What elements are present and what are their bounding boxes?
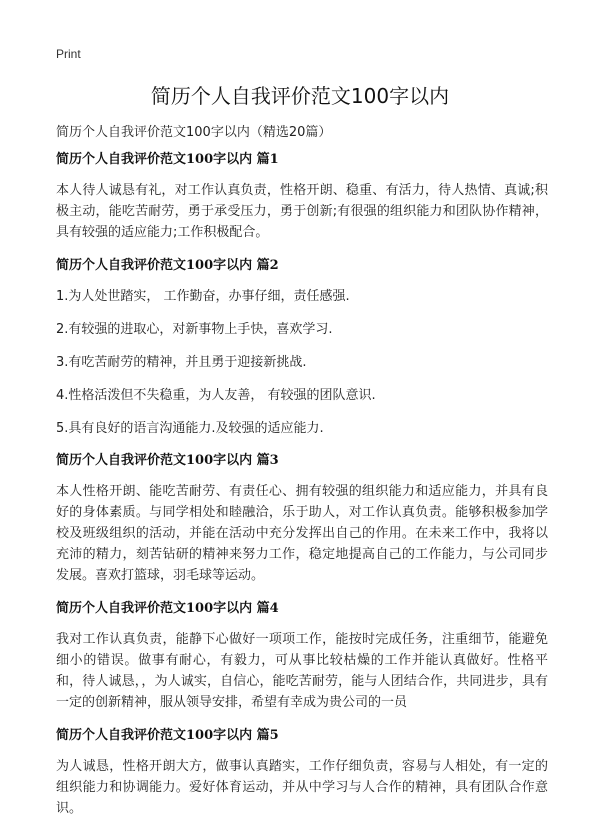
section-5: [56, 726, 548, 819]
section-paragraph: 我对工作认真负责，能静下心做好一项项工作，能按时完成任务，注重细节，能避免细小的错误。做事有耐心，有毅力，可从事比较枯燥的工作并能认真做好。性格平和，待人诚恳，，为人诚实，自信心，能吃苦耐劳，能与人团结合作，共同进步，具有一定的创新精神，服从领导安排，希望有幸成为贵公司的一员: [56, 632, 548, 710]
section-3: [56, 451, 548, 586]
list-item: 4.性格活泼但不失稳重，为人友善， 有较强的团队意识.: [56, 388, 376, 403]
print-label: Print: [56, 47, 81, 61]
section-heading: 简历个人自我评价范文100字以内 篇1: [56, 152, 279, 167]
document-body: [56, 150, 548, 832]
section-paragraph: 为人诚恳，性格开朗大方，做事认真踏实，工作仔细负责，容易与人相处，有一定的组织能力和协调能力。爱好体育运动，并从中学习与人合作的精神，具有团队合作意识。: [56, 759, 548, 816]
section-2: [56, 256, 548, 439]
list-item: 5.具有良好的语言沟通能力.及较强的适应能力.: [56, 421, 324, 436]
section-heading: 简历个人自我评价范文100字以内 篇2: [56, 258, 279, 273]
list-item: 2.有较强的进取心，对新事物上手快，喜欢学习.: [56, 322, 333, 337]
document-subtitle: 简历个人自我评价范文100字以内（精选20篇）: [56, 125, 332, 140]
section-1: [56, 150, 548, 243]
section-heading: 简历个人自我评价范文100字以内 篇5: [56, 728, 279, 743]
section-paragraph: 本人性格开朗、能吃苦耐劳、有责任心、拥有较强的组织能力和适应能力，并具有良好的身体素质。与同学相处和睦融洽，乐于助人，对工作认真负责。能够积极参加学校及班级组织的活动，并能在活动中充分发挥出自己的作用。在未来工作中，我将以充沛的精力，刻苦钻研的精神来努力工作，稳定地提高自己的工作能力，与公司同步发展。喜欢打篮球，羽毛球等运动。: [56, 484, 548, 583]
section-heading: 简历个人自我评价范文100字以内 篇4: [56, 601, 279, 616]
list-item: 3.有吃苦耐劳的精神，并且勇于迎接新挑战.: [56, 355, 307, 370]
page-title: 简历个人自我评价范文100字以内: [150, 84, 450, 108]
section-heading: 简历个人自我评价范文100字以内 篇3: [56, 453, 279, 468]
section-4: [56, 599, 548, 713]
section-paragraph: 本人待人诚恳有礼，对工作认真负责，性格开朗、稳重、有活力，待人热情、真诚;积极主动，能吃苦耐劳，勇于承受压力，勇于创新;有很强的组织能力和团队协作精神，具有较强的适应能力;工作积极配合。: [56, 183, 548, 240]
list-item: 1.为人处世踏实， 工作勤奋，办事仔细，责任感强.: [56, 289, 350, 304]
